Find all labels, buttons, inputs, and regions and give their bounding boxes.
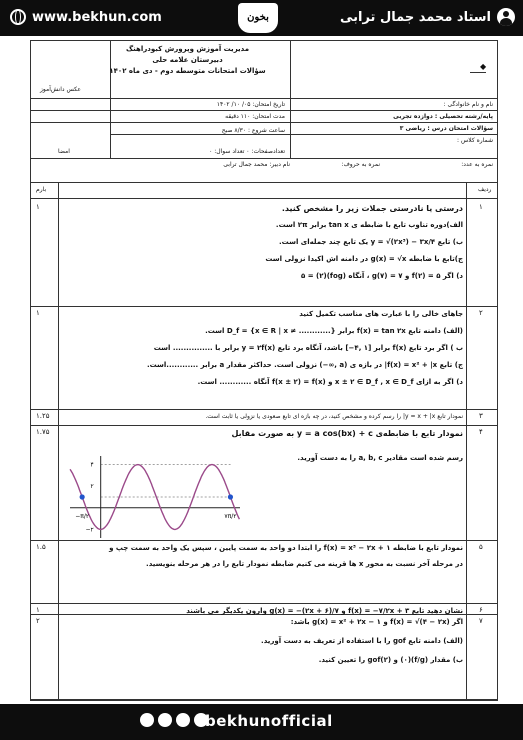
youtube-icon[interactable] — [158, 713, 172, 727]
question-line: نمودار تابع با ضابطه f(x) = x³ − ۲x + ۱ را ابتدا دو واحد به سمت پایین ، سپس یک واحد به سمت چپ و — [109, 544, 463, 552]
question-number: ۵ — [479, 543, 483, 551]
question-line: د) اگر به ازای x ± ۲ ∈ D_f , x ∈ D_f و f(x ± ۲) = f(x) آنگاه ............ است. — [197, 378, 463, 386]
question-line: ج) تابع f(x) = x² + |x| در بازه ی (a ,∞−) نزولی است. حداکثر مقدار a برابر ............است. — [146, 361, 463, 369]
question-line: اگر f(x) = √(۴ − ۲x) و g(x) = x² + ۲x − ۱ باشد: — [290, 618, 463, 626]
top-banner — [0, 0, 523, 36]
question-number: ۳ — [479, 412, 483, 420]
question-line: (الف) دامنه تابع f(x) = tan ۲x برابر D_f = {x ∈ R | x ≠ ............} است. — [205, 327, 463, 335]
question-line: رسم شده است مقادیر a, b, c را به دست آورید. — [297, 454, 463, 462]
x-tick-label: −π/۲ — [75, 512, 90, 520]
signature-label: امضا — [58, 148, 70, 155]
page-count: تعدادصفحات: ۰ تعداد سوال: ۰ — [209, 148, 285, 155]
divider — [30, 158, 498, 159]
school-header — [90, 44, 285, 77]
social-icons — [140, 713, 208, 727]
row-header: ردیف — [478, 186, 492, 193]
question-score: ۱.۷۵ — [36, 428, 50, 436]
question-line: نمودار تابع با ضابطه‌ی y = a cos(bx) + c به صورت مقابل — [231, 429, 463, 438]
score-word-label: نمره به حروف: — [341, 161, 380, 168]
x-tick-label: ۷π/۲ — [224, 512, 237, 520]
divider — [290, 40, 291, 158]
row-divider — [30, 409, 498, 410]
course-label: سؤالات امتحان درس : ریاضی ۳ — [399, 125, 493, 132]
divider — [58, 182, 59, 700]
telegram-icon[interactable] — [176, 713, 190, 727]
score-header: بارم — [36, 186, 47, 193]
student-photo-label: عکس دانش‌آموز — [40, 86, 81, 93]
score-number-label: نمره به عدد: — [461, 161, 493, 168]
question-line: الف)دوره تناوب تابع با ضابطه ی tan x برابر ۲π است. — [275, 221, 463, 229]
question-line: درستی یا نادرستی جملات زیر را مشخص کنید. — [281, 204, 463, 213]
divider — [466, 182, 467, 700]
exam-duration: مدت امتحان: ۱۱۰ دقیقه — [225, 113, 285, 120]
question-number: ۶ — [479, 606, 483, 614]
header-line1: مدیریت آموزش وپرورش کبودراهنگ — [125, 45, 250, 53]
divider — [30, 122, 498, 123]
divider — [30, 182, 498, 183]
brand-logo: بخون — [238, 3, 278, 33]
question-number: ۷ — [479, 617, 483, 625]
question-number: ۴ — [479, 428, 483, 436]
row-divider — [30, 700, 498, 701]
y-tick-label: −۲ — [85, 526, 94, 534]
y-tick-label: ۲ — [90, 483, 94, 491]
question-line: ج)تابع با ضابطه g(x) = √x در دامنه اش اکیدا نزولی است — [265, 255, 463, 263]
footer-banner — [0, 704, 523, 740]
cosine-graph — [65, 448, 245, 546]
divider — [30, 198, 498, 199]
teacher-badge — [340, 8, 515, 26]
data-point — [80, 494, 85, 499]
question-score: ۱.۵ — [36, 543, 46, 551]
instagram-icon[interactable] — [140, 713, 154, 727]
footer-brand: bekhunofficial — [205, 712, 333, 730]
exam-date: تاریخ امتحان: ۰۵/ ۱۰/ ۱۴۰۲ — [216, 101, 285, 108]
exam-start: ساعت شروع : ۸/۳۰ صبح — [221, 127, 285, 134]
question-line: د) اگر f(۲) = ۵ و g(۷) = ۷ ، آنگاه (fog)(۲) = ۵ — [301, 272, 463, 280]
header-line3: سؤالات امتحانات متوسطه دوم - دی ماه ۱۴۰۲ — [109, 67, 266, 75]
question-line: نمودار تابع y = x + |x| را رسم کرده و مشخص کنید، در چه بازه ای تابع صعودی یا نزولی یا ثابت است. — [205, 413, 463, 420]
row-divider — [30, 306, 498, 307]
name-label: نام و نام خانوادگی : — [443, 101, 493, 108]
grade-label: پایه/رشته تحصیلی : دوازده تجربی — [393, 113, 493, 120]
question-number: ۱ — [479, 203, 483, 211]
diamond-icon: ◆ — [480, 62, 487, 71]
teacher-name-field: نام دبیر: محمد جمال ترابی — [223, 161, 290, 168]
site-url[interactable] — [10, 9, 162, 25]
question-line: (الف) دامنه تابع gof را با استفاده از تعریف به دست آورید. — [261, 637, 463, 645]
question-line: در مرحله آخر نسبت به محور x ها قرینه می کنیم ضابطه نمودار تابع را در هر مرحله بنویسید. — [146, 560, 463, 568]
user-icon — [497, 8, 515, 26]
question-score: ۱.۲۵ — [36, 412, 50, 420]
rule-mark — [470, 72, 486, 73]
header-line2: دبیرستان علامه حلی — [152, 56, 223, 64]
divider — [30, 110, 498, 111]
row-divider — [30, 425, 498, 426]
question-score: ۱ — [36, 606, 40, 614]
class-label: شماره کلاس : — [457, 137, 493, 144]
site-url-text: www.bekhun.com — [32, 9, 162, 25]
question-score: ۲ — [36, 617, 40, 625]
question-score: ۱ — [36, 203, 40, 211]
divider — [30, 98, 498, 99]
question-number: ۲ — [479, 309, 483, 317]
divider — [110, 134, 498, 135]
globe-icon — [10, 9, 26, 25]
question-line: ب) مقدار (f/g)(۰) و gof(۲) را تعیین کنید. — [318, 656, 463, 664]
row-divider — [30, 603, 498, 604]
question-line: جاهای خالی را با عبارت های مناسب تکمیل کنید — [299, 310, 463, 318]
question-line: ب ) اگر برد تابع f(x) برابر [۱ ,۴−] باشد، آنگاه برد تابع y = ۲f(x) برابر با ............... است — [153, 344, 463, 352]
teacher-name: استاد محمد جمال ترابی — [339, 9, 491, 25]
y-tick-label: ۴ — [90, 461, 94, 469]
question-line: ب) تابع y = √(۲x³) − ۳x/۴ یک تابع چند جمله‌ای است. — [279, 238, 463, 246]
question-line: نشان دهید تابع f(x) = −۷/۲x + ۳ و g(x) = −(۲x + ۶)/۷ وارون یکدیگر می باشند — [186, 607, 463, 615]
question-score: ۱ — [36, 309, 40, 317]
data-point — [228, 494, 233, 499]
